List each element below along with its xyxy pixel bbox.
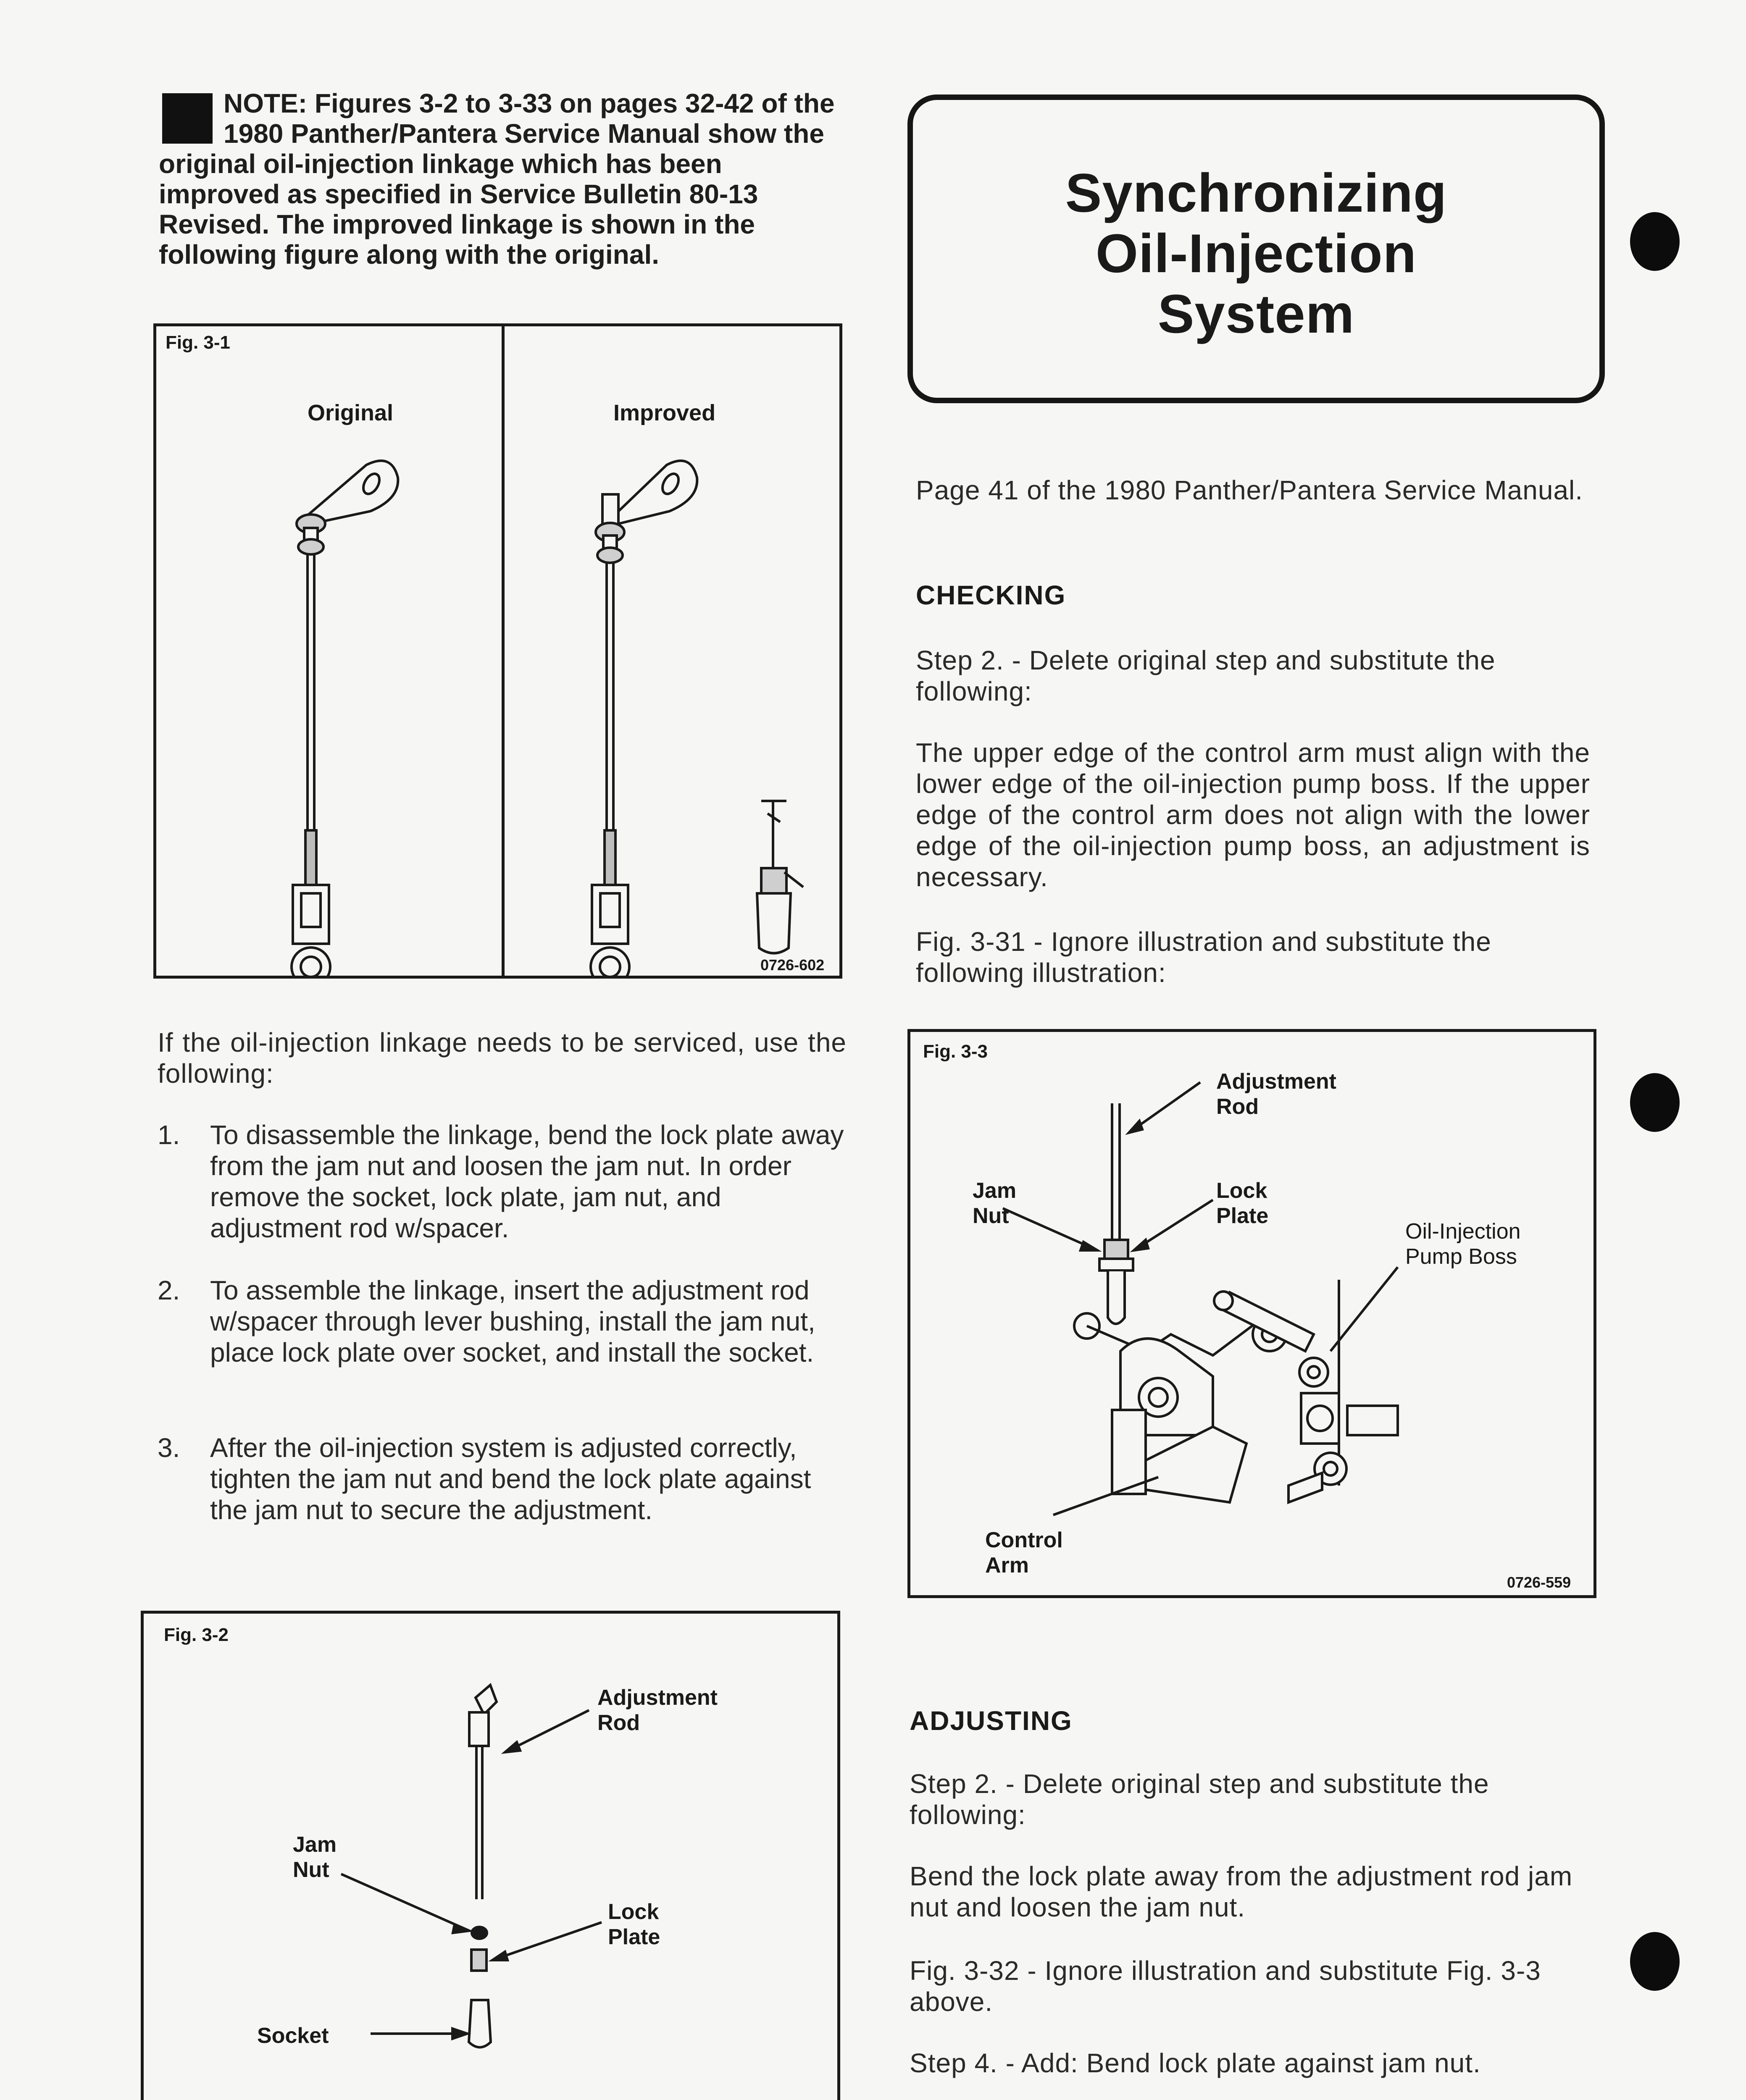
figure-3-2-label: Fig. 3-2 bbox=[164, 1625, 229, 1645]
fig33-adjustment-rod-line-2: Rod bbox=[1216, 1095, 1259, 1119]
note-text: NOTE: Figures 3-2 to 3-33 on pages 32-42 of the 1980 Panther/Pantera Service Manual show the original oil-injection linkage which has been improved as specified in Service Bulletin 80-13 Revised. The improved linkage is shown in the following figure along with the original. bbox=[159, 88, 835, 270]
binder-hole-1 bbox=[1630, 212, 1680, 271]
fig32-jam-nut-line-1: Jam bbox=[293, 1832, 337, 1857]
figure-3-1-linkage-drawing bbox=[156, 326, 839, 976]
figure-3-1-original-caption: Original bbox=[308, 400, 394, 425]
step-3-number: 3. bbox=[158, 1433, 180, 1463]
figure-3-1-label: Fig. 3-1 bbox=[166, 332, 231, 353]
checking-heading: CHECKING bbox=[916, 580, 1066, 610]
fig33-pump-boss-line-2: Pump Boss bbox=[1405, 1244, 1517, 1269]
figure-3-1-improved-caption: Improved bbox=[613, 400, 716, 425]
fig32-adjustment-rod-line-2: Rod bbox=[597, 1711, 640, 1735]
step-3-text: After the oil-injection system is adjusted correctly, tighten the jam nut and bend the lock plate against the jam nut to secure the adjustment. bbox=[210, 1433, 811, 1525]
fig33-control-arm-line-2: Arm bbox=[985, 1553, 1029, 1578]
fig33-jam-nut-line-2: Nut bbox=[973, 1204, 1009, 1228]
fig33-adjustment-rod-line-1: Adjustment bbox=[1216, 1069, 1336, 1094]
fig33-jam-nut-line-1: Jam bbox=[973, 1179, 1017, 1203]
figure-3-1-code: 0726-602 bbox=[760, 956, 825, 974]
step-2 bbox=[158, 1275, 847, 1368]
linkage-intro: If the oil-injection linkage needs to be serviced, use the following: bbox=[158, 1027, 847, 1089]
adjusting-heading: ADJUSTING bbox=[910, 1706, 1073, 1736]
fig33-control-arm-line-1: Control bbox=[985, 1528, 1063, 1552]
title-line-3: System bbox=[1157, 283, 1355, 344]
fig32-adjustment-rod-line-1: Adjustment bbox=[597, 1685, 718, 1710]
step-2-text: To assemble the linkage, insert the adjustment rod w/spacer through lever bushing, install the jam nut, place lock plate over socket, and install the socket. bbox=[210, 1275, 815, 1368]
figure-3-1 bbox=[153, 323, 842, 979]
checking-paragraph: The upper edge of the control arm must align with the lower edge of the oil-injection pump boss. If the upper edge of the control arm does not align with the lower edge of the oil-injection pump boss, an adjustment is necessary. bbox=[916, 738, 1590, 892]
binder-hole-3 bbox=[1630, 1932, 1680, 1991]
fig-3-32-note: Fig. 3-32 - Ignore illustration and substitute Fig. 3-3 above. bbox=[910, 1956, 1541, 2017]
figure-3-3-pump-drawing bbox=[910, 1032, 1593, 1595]
fig33-lock-plate-line-2: Plate bbox=[1216, 1204, 1269, 1228]
adjusting-paragraph: Bend the lock plate away from the adjustment rod jam nut and loosen the jam nut. bbox=[910, 1861, 1573, 1922]
figure-3-3 bbox=[907, 1029, 1596, 1598]
figure-3-2-linkage-drawing bbox=[144, 1614, 837, 2100]
step-2-number: 2. bbox=[158, 1275, 180, 1305]
fig33-lock-plate-line-1: Lock bbox=[1216, 1179, 1267, 1203]
adjusting-step-4: Step 4. - Add: Bend lock plate against jam nut. bbox=[910, 2048, 1481, 2078]
figure-3-2 bbox=[141, 1611, 840, 2100]
section-title bbox=[1065, 163, 1447, 344]
step-1 bbox=[158, 1119, 847, 1244]
binder-hole-2 bbox=[1630, 1073, 1680, 1132]
step-3 bbox=[158, 1432, 847, 1525]
note-block bbox=[159, 88, 848, 270]
title-line-2: Oil-Injection bbox=[1095, 222, 1417, 284]
step-1-number: 1. bbox=[158, 1120, 180, 1150]
title-line-1: Synchronizing bbox=[1065, 162, 1447, 223]
fig32-jam-nut-line-2: Nut bbox=[293, 1858, 329, 1882]
step-1-text: To disassemble the linkage, bend the lock plate away from the jam nut and loosen the jam nut. In order remove the socket, lock plate, jam nut, and adjustment rod w/spacer. bbox=[210, 1120, 844, 1243]
adjusting-step-2: Step 2. - Delete original step and substitute the following: bbox=[910, 1769, 1489, 1830]
fig-3-31-note: Fig. 3-31 - Ignore illustration and substitute the following illustration: bbox=[916, 927, 1491, 988]
checking-step-2: Step 2. - Delete original step and substitute the following: bbox=[916, 645, 1496, 706]
figure-3-3-label: Fig. 3-3 bbox=[923, 1041, 988, 1062]
page-reference: Page 41 of the 1980 Panther/Pantera Service Manual. bbox=[916, 475, 1583, 505]
fig32-lock-plate-line-1: Lock bbox=[608, 1900, 659, 1924]
note-bullet-square bbox=[162, 93, 213, 144]
fig32-socket-label: Socket bbox=[257, 2024, 329, 2048]
section-title-box bbox=[907, 94, 1605, 403]
fig33-pump-boss-line-1: Oil-Injection bbox=[1405, 1219, 1521, 1244]
figure-3-3-code: 0726-559 bbox=[1507, 1574, 1571, 1591]
fig32-lock-plate-line-2: Plate bbox=[608, 1925, 660, 1949]
